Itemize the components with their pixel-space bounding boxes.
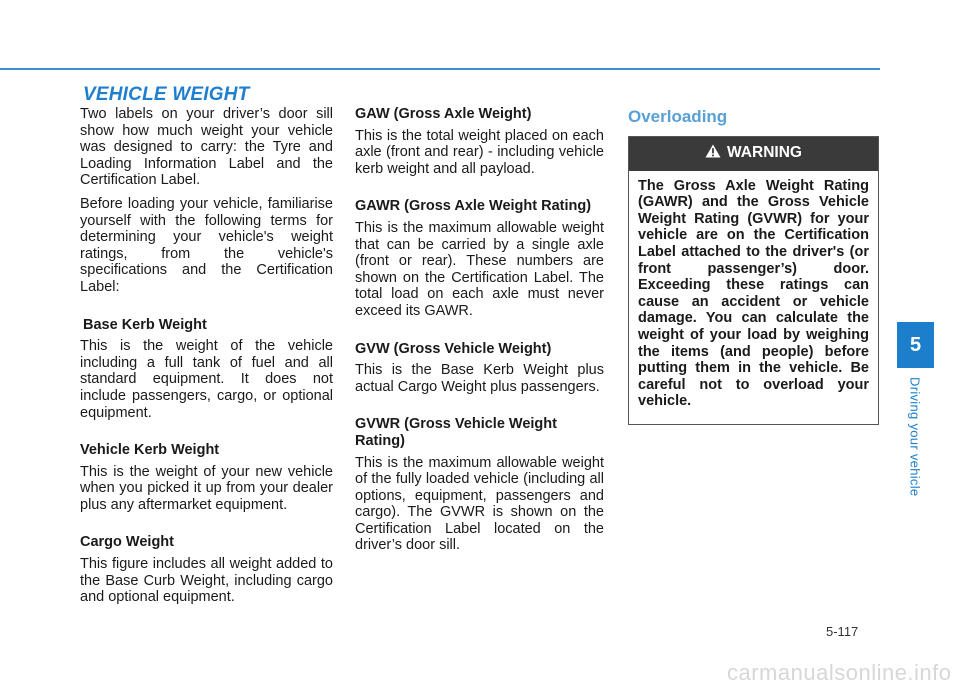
gvwr-text: This is the maximum allowable weight of the fully loaded vehicle (including all options, equipment, passengers and cargo). The GVWR is shown on the Certification Label located on the driver’s door sill. <box>355 454 604 554</box>
gaw-text: This is the total weight placed on each axle (front and rear) - including vehicle kerb weight and all payload. <box>355 127 604 177</box>
column-3 <box>628 106 878 425</box>
vehicle-kerb-weight-text: This is the weight of your new vehicle when you picked it up from your dealer plus any aftermarket equipment. <box>80 463 333 513</box>
chapter-label <box>906 372 924 502</box>
warning-label: WARNING <box>727 144 802 162</box>
gawr-heading: GAWR (Gross Axle Weight Rating) <box>355 198 592 215</box>
warning-box <box>628 136 879 425</box>
cargo-weight-text: This figure includes all weight added to the Base Curb Weight, including cargo and optional equipment. <box>80 556 333 606</box>
spacer <box>355 327 604 341</box>
gawr-text: This is the maximum allowable weight that can be carried by a single axle (front or rear). These numbers are shown on the Certification Label. The total load on each axle must never exceed its GAWR. <box>355 219 604 319</box>
overloading-title: Overloading <box>628 107 728 126</box>
chapter-label-text: Driving your vehicle <box>907 377 923 497</box>
gaw-heading: GAW (Gross Axle Weight) <box>355 106 532 122</box>
spacer <box>80 303 333 317</box>
spacer <box>355 184 604 198</box>
spacer <box>355 402 604 416</box>
spacer <box>80 520 333 534</box>
base-kerb-weight-heading: Base Kerb Weight <box>83 316 207 333</box>
top-rule <box>0 68 880 70</box>
warning-triangle-icon <box>705 144 721 163</box>
chapter-number: 5 <box>909 333 922 356</box>
gvwr-heading: GVWR (Gross Vehicle Weight Rating) <box>355 416 557 449</box>
section-title: VEHICLE WEIGHT <box>83 84 250 105</box>
page-number: 5-117 <box>826 624 859 639</box>
intro-paragraph: Two labels on your driver’s door sill show how much weight your vehicle was designed to carry: the Tyre and Loading Information Label and the Certification Label. <box>80 106 333 189</box>
warning-text: The Gross Axle Weight Rating (GAWR) and the Gross Vehicle Weight Rating (GVWR) for your vehicle are on the Certification Label attached to the driver's (or front passenger’s) door. Exceeding these ratings can cause an accident or vehicle damage. You can calculate the weight of your load by weighing the items (and people) before putting them in the vehicle. Be careful not to overload your vehicle. <box>638 177 869 410</box>
warning-header <box>629 137 878 171</box>
column-2 <box>355 106 604 561</box>
column-1 <box>80 106 333 613</box>
spacer <box>80 428 333 442</box>
footer-watermark: carmanualsonline.info <box>727 660 952 685</box>
base-kerb-weight-text: This is the weight of the vehicle including a full tank of fuel and all standard equipment. It does not include passengers, cargo, or optional equipment. <box>80 338 333 421</box>
vehicle-kerb-weight-heading: Vehicle Kerb Weight <box>80 442 220 459</box>
gvw-heading: GVW (Gross Vehicle Weight) <box>355 340 552 357</box>
chapter-tab <box>897 322 934 368</box>
gvw-text: This is the Base Kerb Weight plus actual Cargo Weight plus passengers. <box>355 362 604 395</box>
intro-paragraph-2: Before loading your vehicle, familiarise yourself with the following terms for determining your vehicle's weight ratings, from the vehicle's specifications and the Certification Label: <box>80 195 333 295</box>
cargo-weight-heading: Cargo Weight <box>80 534 174 551</box>
